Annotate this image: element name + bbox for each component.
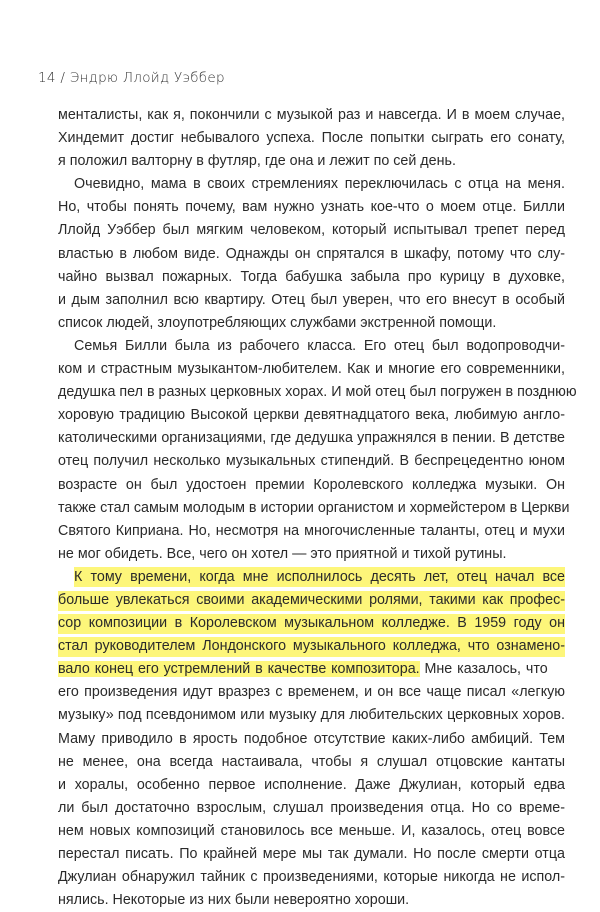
line-text: возрасте он был удостоен премии Королевского колледжа музыки. Он [58, 476, 565, 493]
text-line [58, 358, 565, 381]
text-line [58, 635, 565, 658]
line-text: музыку» под псевдонимом или музыку для любительских церковных хоров. [58, 707, 565, 724]
text-line [58, 173, 565, 196]
text-line [58, 797, 565, 820]
line-text: и дым заполнил всю квартиру. Отец был уверен, что его внесут в особый [58, 291, 565, 308]
text-line [58, 612, 565, 635]
highlighted-text: стал руководителем Лондонского музыкального колледжа, что ознамено- [58, 638, 565, 655]
line-text: менталисты, как я, покончили с музыкой раз и навсегда. И в моем случае, [58, 107, 565, 123]
line-text: нялись. Некоторые из них были невероятно хороши. [58, 892, 410, 909]
text-line [58, 450, 565, 473]
text-line [58, 312, 565, 335]
line-text: Джулиан обнаружил тайник с произведениями, которые никогда не испол- [58, 869, 565, 886]
text-line [58, 566, 565, 589]
line-text: Маму приводило в ярость подобное отсутствие каких-либо амбиций. Тем [58, 730, 565, 747]
line-text: ли был достаточно взрослым, слушал произведения отца. Но со време- [58, 799, 565, 816]
line-text: перестал писать. По крайней мере мы так думали. Но после смерти отца [58, 846, 565, 862]
line-text: не мог обидеть. Все, чего он хотел — это приятной и тихой рутины. [58, 545, 507, 562]
text-line [58, 104, 565, 127]
text-line [58, 704, 565, 727]
highlighted-text: вало конец его устремлений в качестве композитора. [58, 661, 420, 678]
text-line [58, 404, 565, 427]
text-line [58, 497, 570, 520]
line-text: хоровую традицию Высокой церкви девятнадцатого века, любимую англо- [58, 407, 565, 424]
running-header: 14 / Эндрю Ллойд Уэббер [38, 70, 225, 86]
text-line [58, 266, 565, 289]
text-line [58, 774, 565, 797]
line-text: нем новых композиций становилось все меньше. И, казалось, отец вовсе [58, 822, 565, 839]
line-text: Семья Билли была из рабочего класса. Его отец был водопроводчи- [74, 337, 565, 354]
line-text: и хоралы, особенно первое исполнение. Даже Джулиан, который едва [58, 776, 565, 793]
text-line [58, 219, 565, 242]
line-text: не менее, она всегда настаивала, чтобы я слушал отцовские кантаты [58, 753, 565, 770]
line-text: отец получил несколько музыкальных стипендий. В беспрецедентно юном [58, 453, 565, 470]
line-text: чайно вызвал пожарных. Тогда бабушка забыла про курицу в духовке, [58, 268, 565, 285]
text-line [58, 474, 565, 497]
text-line [58, 381, 577, 404]
highlighted-text: сор композиции в Королевском музыкальном колледже. В 1959 году он [58, 615, 565, 632]
line-text: его произведения идут вразрез с временем, и он все чаще писал «легкую [58, 684, 565, 701]
line-text: я положил валторну в футляр, где она и лежит по сей день. [58, 153, 456, 170]
text-fragment: Мне казалось, что [419, 661, 548, 678]
text-line [58, 520, 565, 543]
text-line [58, 658, 565, 681]
text-line [58, 427, 565, 450]
line-text: властью в любом виде. Однажды он спрятался в шкафу, потому что слу- [58, 245, 565, 262]
text-line [58, 335, 565, 358]
line-text: Но, чтобы понять почему, вам нужно узнать кое-что о моем отце. Билли [58, 199, 565, 216]
text-line [58, 681, 565, 704]
highlighted-text: К тому времени, когда мне исполнилось десять лет, отец начал все [74, 568, 565, 585]
text-line [58, 820, 565, 843]
text-line [58, 289, 565, 312]
line-text: ком и страстным музыкантом-любителем. Как и многие его современники, [58, 361, 565, 378]
line-text: Хиндемит достиг небывалого успеха. После попытки сыграть его сонату, [58, 130, 565, 147]
line-text: также стал самым молодым в истории органистом и хормейстером в Церкви [58, 499, 570, 516]
line-text: Ллойд Уэббер был мягким человеком, который испытывал трепет перед [58, 222, 565, 239]
line-text: список людей, злоупотребляющих службами экстренной помощи. [58, 314, 497, 331]
text-line [58, 728, 565, 751]
line-text: Святого Киприана. Но, несмотря на многочисленные таланты, отец и мухи [58, 522, 565, 539]
text-line [58, 150, 565, 173]
line-text: Очевидно, мама в своих стремлениях переключилась с отца на меня. [74, 176, 565, 193]
text-line [58, 243, 565, 266]
highlighted-text: больше увлекаться своими академическими ролями, такими как профес- [58, 591, 565, 608]
line-text: католическими организациями, где дедушка упражнялся в пении. В детстве [58, 430, 565, 447]
line-text: дедушка пел в разных церковных хорах. И мой отец был погружен в позднюю [58, 384, 577, 401]
text-line [58, 196, 565, 219]
text-line [58, 751, 565, 774]
text-line [58, 543, 565, 566]
text-line [58, 589, 565, 612]
book-page-text [58, 104, 577, 912]
text-line [58, 127, 565, 150]
text-line [58, 843, 565, 866]
text-line [58, 889, 565, 912]
